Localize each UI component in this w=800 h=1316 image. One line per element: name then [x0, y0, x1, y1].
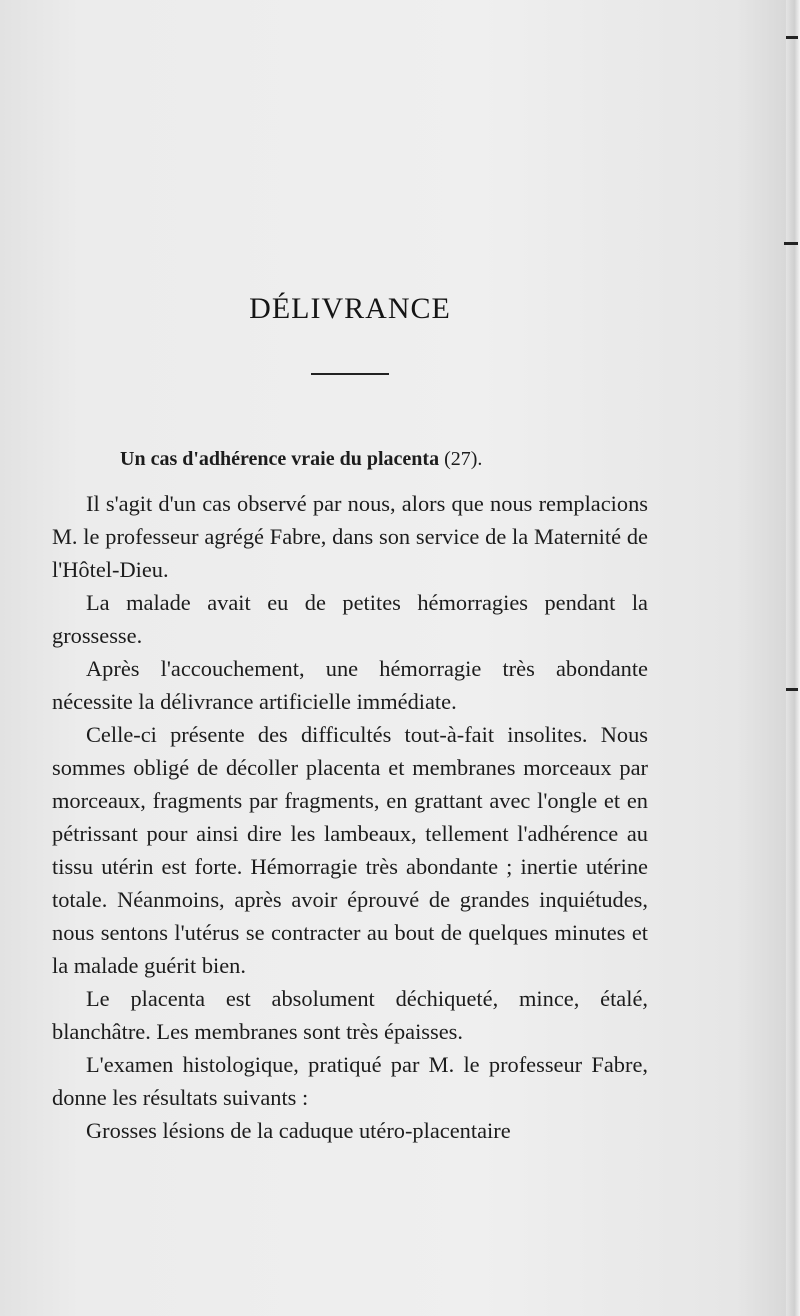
case-heading	[120, 448, 482, 471]
paragraph: Grosses lésions de la caduque utéro-placentaire	[86, 1118, 511, 1143]
paragraph: Après l'accouchement, une hémorragie très abondante nécessite la délivrance artificielle immédiate.	[52, 656, 648, 714]
paragraph: Il s'agit d'un cas observé par nous, alors que nous remplacions M. le professeur agrégé Fabre, dans son service de la Maternité de l'Hôtel-Dieu.	[52, 491, 648, 582]
title-rule	[311, 373, 389, 375]
edge-mark	[786, 688, 798, 691]
paragraph: Le placenta est absolument déchiqueté, mince, étalé, blanchâtre. Les membranes sont très épaisses.	[52, 986, 648, 1044]
paragraph: Celle-ci présente des difficultés tout-à-fait insolites. Nous sommes obligé de décoller placenta et membranes morceaux par morceaux, fragments par fragments, en grattant avec l'ongle et en pétrissant pour ainsi dire les lambeaux, tellement l'adhérence au tissu utérin est forte. Hémorragie très abondante ; inertie utérine totale. Néanmoins, après avoir éprouvé de grandes inquiétudes, nous sentons l'utérus se contracter au bout de quelques minutes et la malade guérit bien.	[52, 722, 648, 978]
body-text	[52, 487, 648, 1147]
paragraph: La malade avait eu de petites hémorragies pendant la grossesse.	[52, 590, 648, 648]
edge-mark	[784, 242, 798, 245]
edge-mark	[786, 36, 798, 39]
chapter-title: DÉLIVRANCE	[249, 292, 451, 325]
paragraph: L'examen histologique, pratiqué par M. le professeur Fabre, donne les résultats suivants :	[52, 1052, 648, 1110]
page-edge	[786, 0, 800, 1316]
case-heading-text: Un cas d'adhérence vraie du placenta	[120, 448, 440, 470]
case-reference: (27).	[444, 448, 483, 470]
